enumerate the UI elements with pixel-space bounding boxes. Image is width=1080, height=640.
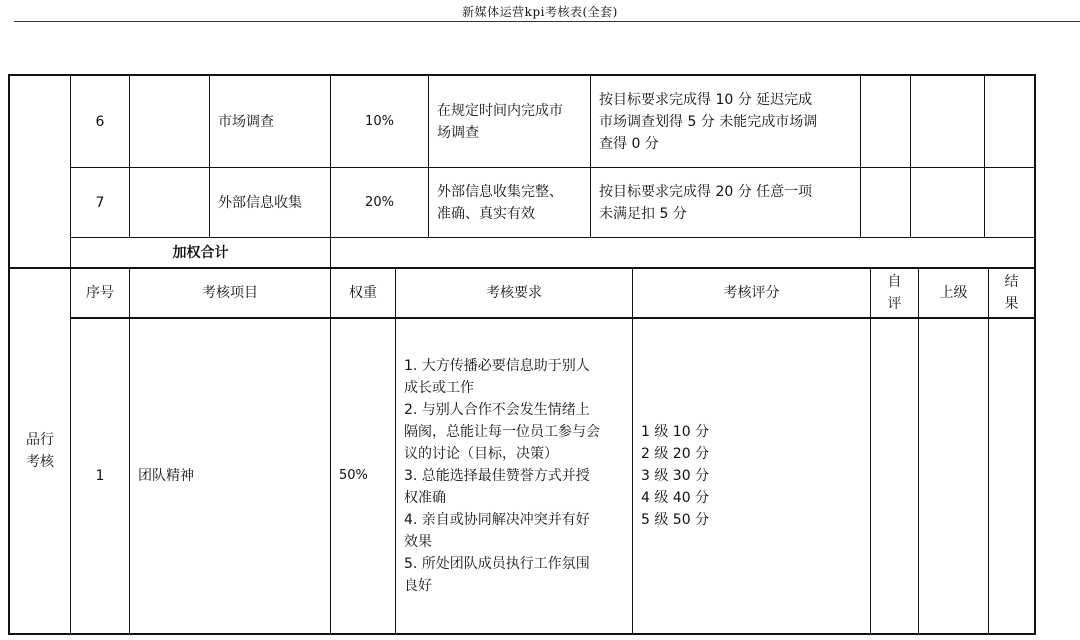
header-item: 考核项目 [202,285,258,301]
weighted-total-label: 加权合计 [172,244,229,261]
requirement: 在规定时间内完成市 场调查 [437,102,563,141]
header-result: 结 果 [1004,274,1019,312]
col-divider [860,74,861,237]
table-border-bottom [8,633,1036,635]
row-number: 7 [95,194,105,211]
weight: 10% [365,113,394,129]
assessment-item: 团队精神 [138,468,194,484]
requirement: 外部信息收集完整、 准确、真实有效 [437,183,563,222]
table-border-right [1034,74,1036,635]
col-divider [984,74,985,237]
scoring: 1 级 10 分 2 级 20 分 3 级 30 分 4 级 40 分 5 级 50 分 [641,424,710,528]
header-rule [14,21,1080,22]
header-weight: 权重 [349,285,377,301]
col-divider [870,267,871,635]
row-number: 1 [95,468,105,484]
row-number: 6 [95,113,105,130]
document-header: 新媒体运营kpi考核表(全套) [462,5,618,19]
col-divider [910,74,911,237]
col-divider [918,267,919,635]
scoring: 按目标要求完成得 20 分 任意一项 未满足扣 5 分 [599,183,813,222]
header-no: 序号 [86,285,114,301]
assessment-item: 外部信息收集 [218,194,302,211]
requirement: 1. 大方传播必要信息助于别人 成长或工作 2. 与别人合作不会发生情绪上 隔阂，总能让每一位员工参与会 议的讨论（目标，决策） 3. 总能选择最佳赞誉方式并授 权准确 4. 亲自或协同解决冲突并有好 效果 5. 所处团队成员执行工作氛围 良好 [404,358,600,594]
col-divider [129,167,130,237]
category-label: 品行 考核 [26,432,54,470]
scoring: 按目标要求完成得 10 分 延迟完成 市场调查划得 5 分 未能完成市场调 查得 0 分 [599,91,818,152]
col-divider [129,74,130,168]
assessment-item: 市场调查 [218,113,274,130]
col-divider [988,267,989,635]
header-superior: 上级 [939,285,968,301]
weight: 20% [365,194,394,210]
header-requirement: 考核要求 [486,285,542,301]
weight: 50% [339,468,368,483]
header-scoring: 考核评分 [723,285,780,301]
header-self-evaluation: 自 评 [887,274,902,312]
